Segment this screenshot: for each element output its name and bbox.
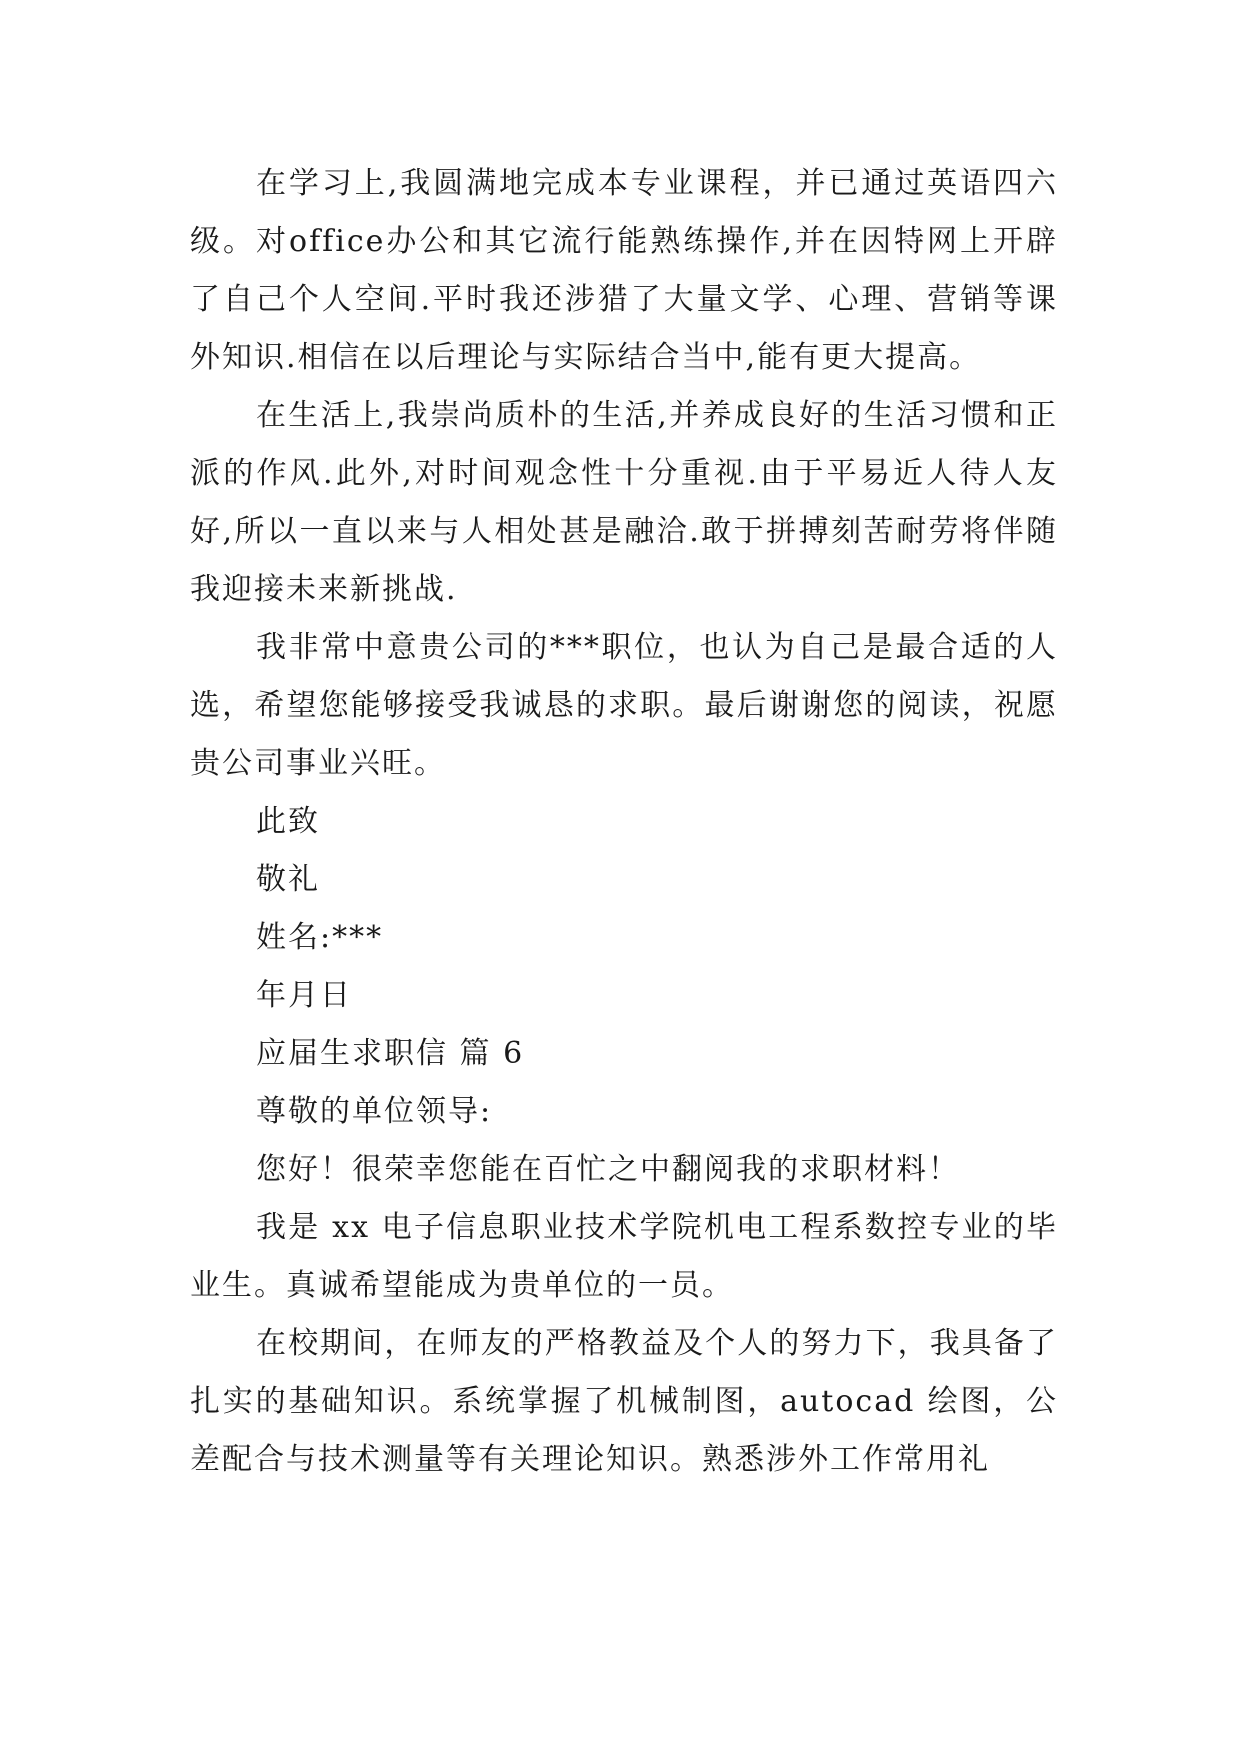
paragraph-intro: 我是 xx 电子信息职业技术学院机电工程系数控专业的毕业生。真诚希望能成为贵单位的一员。 xyxy=(190,1210,1058,1303)
paragraph-life: 在生活上,我崇尚质朴的生活,并养成良好的生活习惯和正派的作风.此外,对时间观念性十分重视.由于平易近人待人友好,所以一直以来与人相处甚是融洽.敢于拼搏刻苦耐劳将伴随我迎接未来新挑战. xyxy=(190,398,1058,607)
paragraph-interest: 我非常中意贵公司的***职位，也认为自己是最合适的人选，希望您能够接受我诚恳的求职。最后谢谢您的阅读，祝愿贵公司事业兴旺。 xyxy=(190,630,1058,781)
signature-date: 年月日 xyxy=(256,978,352,1013)
paragraph-study: 在学习上,我圆满地完成本专业课程，并已通过英语四六级。对office办公和其它流行能熟练操作,并在因特网上开辟了自己个人空间.平时我还涉猎了大量文学、心理、营销等课外知识.相信在以后理论与实际结合当中,能有更大提高。 xyxy=(190,166,1058,375)
greeting: 您好！很荣幸您能在百忙之中翻阅我的求职材料！ xyxy=(256,1152,960,1187)
paragraph-school: 在校期间，在师友的严格教益及个人的努力下，我具备了扎实的基础知识。系统掌握了机械制图，autocad 绘图，公差配合与技术测量等有关理论知识。熟悉涉外工作常用礼 xyxy=(190,1326,1058,1477)
signature-name: 姓名:*** xyxy=(256,920,384,955)
salutation: 尊敬的单位领导: xyxy=(256,1094,493,1129)
document-body xyxy=(190,155,1058,1489)
closing-line-2: 敬礼 xyxy=(256,862,320,897)
closing-line-1: 此致 xyxy=(256,804,320,839)
section-title: 应届生求职信 篇 6 xyxy=(256,1036,525,1071)
